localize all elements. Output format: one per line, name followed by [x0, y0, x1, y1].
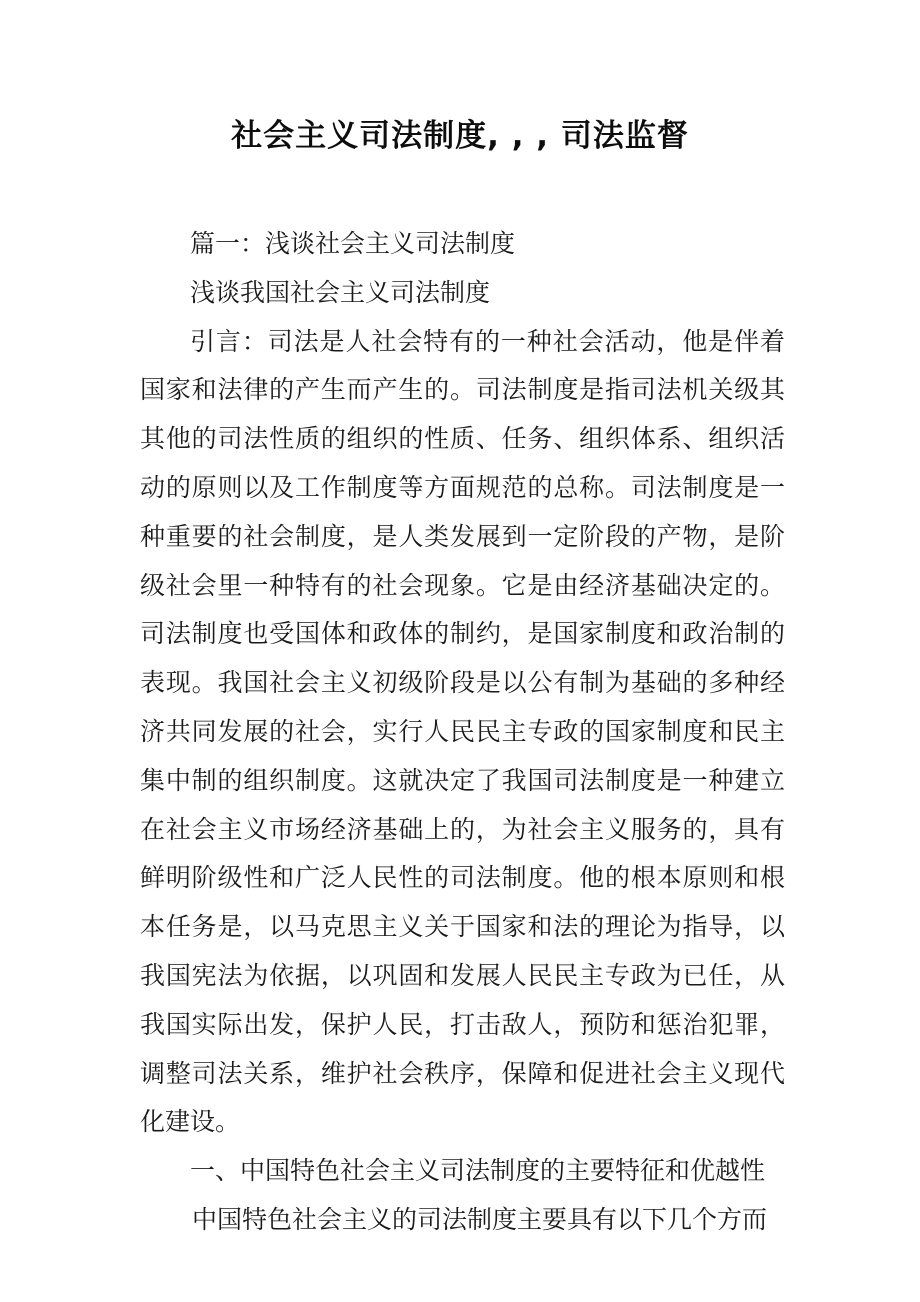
paragraph-introduction: 引言：司法是人社会特有的一种社会活动，他是伴着国家和法律的产生而产生的。司法制度是指司法机关级其其他的司法性质的组织的性质、任务、组织体系、组织活动的原则以及工作制度等方面规范的总称。司法制度是一种重要的社会制度，是人类发展到一定阶段的产物，是阶级社会里一种特有的社会现象。它是由经济基础决定的。司法制度也受国体和政体的制约，是国家制度和政治制的表现。我国社会主义初级阶段是以公有制为基础的多种经济共同发展的社会，实行人民民主专政的国家制度和民主集中制的组织制度。这就决定了我国司法制度是一种建立在社会主义市场经济基础上的，为社会主义服务的，具有鲜明阶级性和广泛人民性的司法制度。他的根本原则和根本任务是，以马克思主义关于国家和法的理论为指导，以我国宪法为依据，以巩固和发展人民民主专政为已任，从我国实际出发，保护人民，打击敌人，预防和惩治犯罪，调整司法关系，维护社会秩序，保障和促进社会主义现代化建设。: [140, 326, 785, 1137]
document-body: [140, 220, 785, 1245]
document-title: 社会主义司法制度, , , 司法监督: [231, 118, 689, 154]
paragraph-subheading: 一、中国特色社会主义司法制度的主要特征和优越性: [190, 1156, 766, 1186]
paragraph-article-title: 浅谈我国社会主义司法制度: [190, 277, 491, 307]
paragraph-body-start: 中国特色社会主义的司法制度主要具有以下几个方而: [192, 1204, 768, 1234]
paragraph-section-heading: 篇一：浅谈社会主义司法制度: [190, 229, 516, 258]
